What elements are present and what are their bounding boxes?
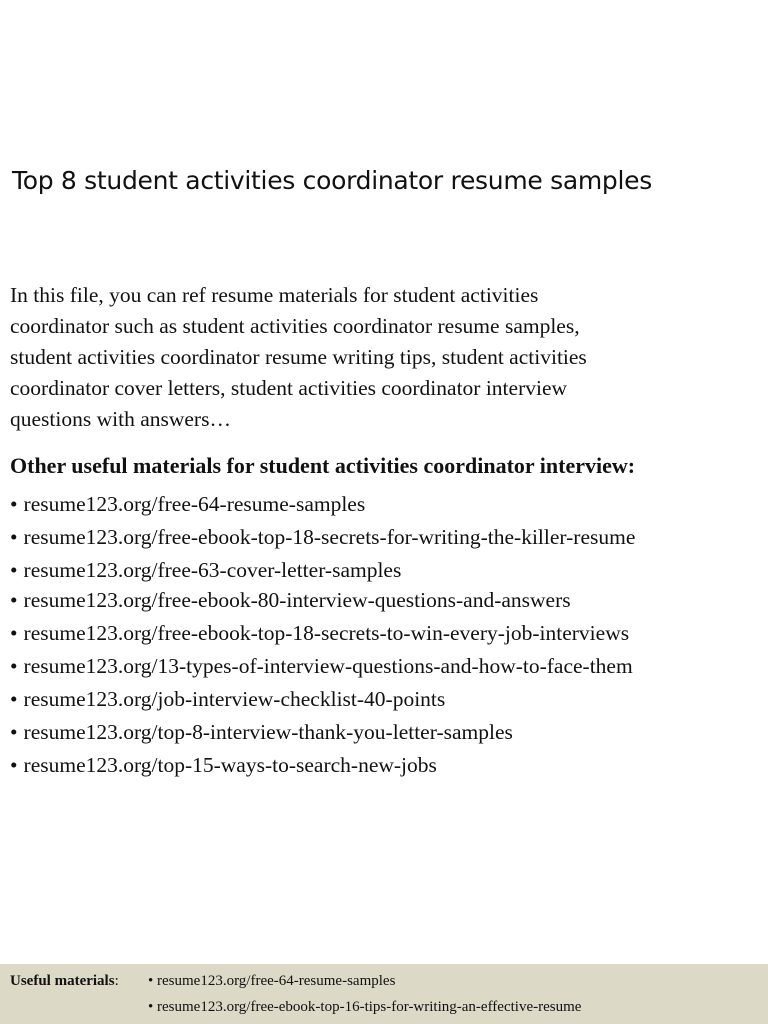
bullet-icon: •	[148, 973, 154, 989]
page-title: Top 8 student activities coordinator resume samples	[12, 166, 652, 195]
list-item[interactable]	[10, 584, 635, 617]
materials-link-list	[10, 488, 635, 782]
bullet-icon: •	[10, 525, 18, 549]
bullet-icon: •	[10, 687, 18, 711]
list-item[interactable]	[10, 716, 635, 749]
link-text[interactable]: resume123.org/free-63-cover-letter-samples	[23, 558, 402, 582]
link-text[interactable]: resume123.org/free-ebook-80-interview-questions-and-answers	[23, 588, 571, 612]
link-text[interactable]: resume123.org/job-interview-checklist-40-points	[23, 687, 446, 711]
bullet-icon: •	[10, 492, 18, 516]
footer-label-colon: :	[114, 973, 119, 989]
link-text[interactable]: resume123.org/top-15-ways-to-search-new-jobs	[23, 753, 437, 777]
bullet-icon: •	[148, 999, 154, 1015]
list-item[interactable]	[10, 521, 635, 554]
footer-link[interactable]	[148, 973, 395, 990]
other-materials-heading: Other useful materials for student activities coordinator interview:	[10, 453, 636, 478]
link-text[interactable]: resume123.org/free-ebook-top-18-secrets-for-writing-the-killer-resume	[23, 525, 636, 549]
list-item[interactable]	[10, 650, 635, 683]
footer-bar	[0, 964, 768, 1024]
list-item[interactable]	[10, 488, 635, 521]
list-item[interactable]	[10, 554, 635, 584]
bullet-icon: •	[10, 654, 18, 678]
list-item[interactable]	[10, 617, 635, 650]
bullet-icon: •	[10, 621, 18, 645]
footer-link-text[interactable]: resume123.org/free-64-resume-samples	[157, 973, 396, 989]
link-text[interactable]: resume123.org/free-64-resume-samples	[23, 492, 366, 516]
list-item[interactable]	[10, 749, 635, 782]
link-text[interactable]: resume123.org/top-8-interview-thank-you-letter-samples	[23, 720, 513, 744]
bullet-icon: •	[10, 753, 18, 777]
link-text[interactable]: resume123.org/13-types-of-interview-questions-and-how-to-face-them	[23, 654, 633, 678]
footer-link-text[interactable]: resume123.org/free-ebook-top-16-tips-for-writing-an-effective-resume	[157, 999, 582, 1015]
bullet-icon: •	[10, 720, 18, 744]
link-text[interactable]: resume123.org/free-ebook-top-18-secrets-to-win-every-job-interviews	[23, 621, 630, 645]
bullet-icon: •	[10, 588, 18, 612]
footer-label-text: Useful materials	[10, 973, 115, 989]
intro-paragraph: In this file, you can ref resume materials for student activities coordinator such as student activities coordinator resume samples, student activities coordinator resume writing tips, student activities coordinator cover letters, student activities coordinator interview questions with answers…	[10, 283, 587, 431]
list-item[interactable]	[10, 683, 635, 716]
footer-link[interactable]	[148, 999, 581, 1016]
bullet-icon: •	[10, 558, 18, 582]
footer-label	[10, 973, 119, 990]
